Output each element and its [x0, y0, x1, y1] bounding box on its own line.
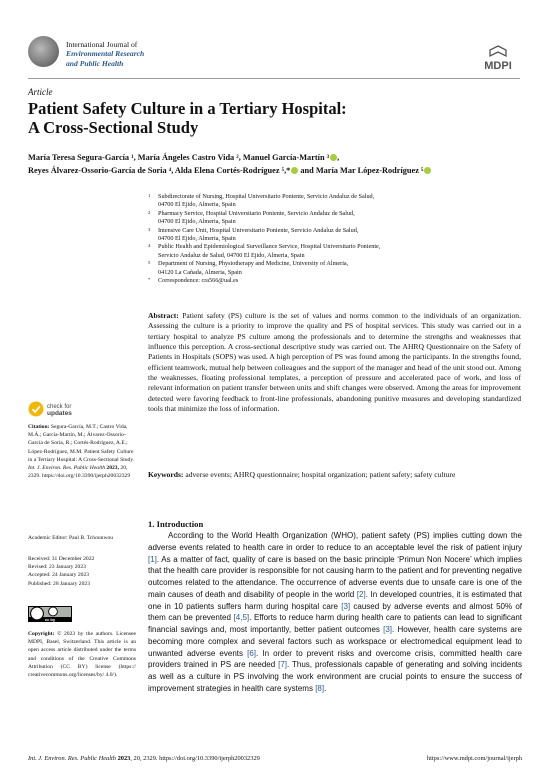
authors-line-2b: and María Mar López-Rodríguez ⁵ — [298, 166, 424, 175]
affiliation-item: 5 Department of Nursing, Physiotherapy and Medicine, University of Almeria, 04120 La Cañada, Almeria, Spain — [148, 260, 349, 276]
received-date: Received: 31 December 2022 — [28, 556, 95, 562]
footer-citation: Int. J. Environ. Res. Public Health 2023, 20, 2329. https://doi.org/10.3390/ijerph20032329 — [28, 755, 260, 762]
authors-line-1: María Teresa Segura-García ¹, María Ángeles Castro Vida ², Manuel García-Martín ³ — [28, 153, 330, 162]
affiliation-item: 3 Intensive Care Unit, Hospital Universitario Poniente, Servicio Andaluz de Salud, 04700 El Ejido, Almeria, Spain — [148, 226, 359, 243]
citation-ref[interactable]: [7] — [278, 660, 288, 670]
affiliation-item: 4 Public Health and Epidemiological Surveillance Service, Hospital Universitario Poniente, Servicio Andaluz de Salud, 04700 El Ejido, Almeria, Spain — [148, 243, 381, 259]
dates-block — [28, 555, 136, 588]
citation-label: Citation: — [28, 424, 50, 430]
accepted-date: Accepted: 24 January 2023 — [28, 572, 90, 579]
publisher-name: MDPI — [484, 60, 512, 71]
author-list: María Teresa Segura-García ¹, María Ángeles Castro Vida ², Manuel García-Martín ³ , Reyes Álvarez-Ossorio-García de Soria ⁴, Alda Elena Cortés-Rodríguez ⁵,* and María Mar López-Rodríguez ⁵ — [28, 151, 522, 177]
citation-ref[interactable]: [3] — [341, 601, 351, 611]
keywords — [148, 470, 521, 480]
title-line-1: Patient Safety Culture in a Tertiary Hospital: — [28, 99, 347, 118]
citation-ref[interactable]: [4,5] — [233, 613, 250, 623]
check-line-2: updates — [47, 410, 72, 417]
citation-ref[interactable]: [8] — [315, 683, 325, 693]
citation-block — [28, 423, 136, 480]
cc-by-license-icon[interactable] — [28, 606, 72, 622]
journal-line-1: International Journal of — [66, 40, 138, 49]
check-for-updates-icon[interactable] — [28, 400, 88, 418]
citation-journal: Int. J. Environ. Res. Public Health — [28, 465, 105, 472]
journal-logo — [28, 36, 59, 67]
abstract — [148, 311, 521, 414]
affiliations — [146, 193, 486, 285]
article-title — [28, 99, 468, 137]
citation-vol: 2023, — [106, 465, 119, 472]
title-line-2: A Cross-Sectional Study — [28, 118, 199, 137]
page-footer — [28, 755, 522, 762]
cc-label: cc by — [44, 616, 56, 622]
journal-line-2: Environmental Research — [66, 49, 145, 59]
affiliation-item: 1 Subdirectorate of Nursing, Hospital Universitario Poniente, Servicio Andaluz de Salud, 04700 El Ejido, Almeria, Spain — [148, 193, 375, 209]
keywords-text: adverse events; AHRQ questionnaire; hospital organization; patient safety; safety culture — [185, 470, 456, 479]
citation-ref[interactable]: [2] — [356, 589, 366, 599]
published-date: Published: 28 January 2023 — [28, 580, 90, 587]
copyright-text: © 2023 by the authors. Licensee MDPI, Basel, Switzerland. This article is an open access article distributed under the terms and conditions of the Creative Commons Attribution (CC BY) license (https:// creativecommons.org/licenses/by/ 4.0/). — [28, 631, 136, 679]
correspondence: * Correspondence: cra566@ual.es — [148, 277, 239, 285]
citation-ref[interactable]: [1] — [148, 554, 157, 564]
affiliation-item: 2 Pharmacy Service, Hospital Universitario Poniente, Servicio Andaluz de Salud, 04700 El Ejido, Almeria, Spain — [148, 209, 355, 226]
check-line-1: check for — [47, 404, 72, 410]
citation-text: Segura-García, M.T.; Castro Vida, M.Á.; García-Martín, M.; Álvarez-Ossorio-García de Soria, R.; Cortés-Rodríguez, A.E.; López-Rodríguez, M.M. Patient Safety Culture in a Tertiary Hospital: A Cross-Sectional Study. — [28, 424, 135, 463]
keywords-label: Keywords: — [148, 470, 184, 479]
copyright-label: Copyright: — [28, 631, 55, 637]
citation-ref[interactable]: [6] — [247, 648, 257, 658]
revised-date: Revised: 23 January 2023 — [28, 564, 86, 571]
footer-journal-url[interactable]: https://www.mdpi.com/journal/ijerph — [426, 755, 522, 762]
abstract-text: Patient safety (PS) culture is the set of values and norms common to the individuals of an organization. Assessing the culture is a priority to improve the quality and PS of hospital services. This study was carried out in a tertiary hospital to analyze PS culture among the professionals and to determine the strengths and weaknesses that influence this perception. A cross-sectional descriptive study was carried out. The AHRQ Questionnaire on the Safety of Patients in Hospitals (SOPS) was used. A high perception of PS was found among the participants. In the strengths found, efficient teamwork, mutual help between colleagues and the support of the manager and head of the unit stood out. Among the weaknesses, floating professional templates, a perception of pressure and accelerated pace of work, and loss of relevant information on patient transfer between units and shift changes were observed. Among the areas for improvement detected were favoring feedback to front-line professionals, abandoning punitive measures and developing standardized tools that minimize the loss of information. — [148, 311, 521, 414]
journal-name — [66, 40, 144, 68]
copyright-block — [28, 630, 136, 679]
citation-doi[interactable]: 20, 2329. https://doi.org/10.3390/ijerph20032329 — [28, 465, 131, 480]
section-heading: 1. Introduction — [148, 519, 204, 529]
header-divider — [28, 78, 520, 79]
orcid-icon[interactable] — [424, 167, 431, 174]
article-type: Article — [28, 87, 53, 97]
mdpi-logo-icon — [476, 45, 520, 71]
academic-editor: Academic Editor: Paul B. Tchounwou — [28, 535, 114, 541]
citation-ref[interactable]: [3] — [383, 625, 393, 634]
introduction-paragraph: According to the World Health Organization (WHO), patient safety (PS) implies cutting down the adverse events related to health care in order to reduce to an acceptable level the risk of patient injury [1]. As a matter of fact, quality of care is based on the basic principle ‘Primun Non Nocere’ which implies that the health care provider is responsible for not causing harm to the patient and for preventing negative outcomes related to the attendance. The occurrence of adverse events due to unsafe care is one of the main causes of death and disability of people in the world [2]. In developed countries, it is estimated that one in 10 patients suffers harm during hospital care [3] caused by adverse events and almost 50% of them can be prevented [4,5]. Efforts to reduce harm during health care to patients can lead to significant financial savings and, most importantly, better patient outcomes [3]. However, health care systems are becoming more complex and several factors such as workspace or electromedical equipment lead to unwanted adverse events [6]. In order to prevent risks and overcome crisis, committed health care providers trained in PS are needed [7]. Thus, professionals capable of generating and solving incidents as well as a culture in PS involving the work environment are crucial points to ensure the success of improvement strategies in health care systems [8]. — [148, 531, 522, 693]
authors-line-2: Reyes Álvarez-Ossorio-García de Soria ⁴, Alda Elena Cortés-Rodríguez ⁵,* — [28, 166, 291, 175]
introduction-body — [148, 530, 522, 695]
journal-line-3: and Public Health — [66, 58, 124, 68]
abstract-label: Abstract: — [148, 311, 179, 320]
